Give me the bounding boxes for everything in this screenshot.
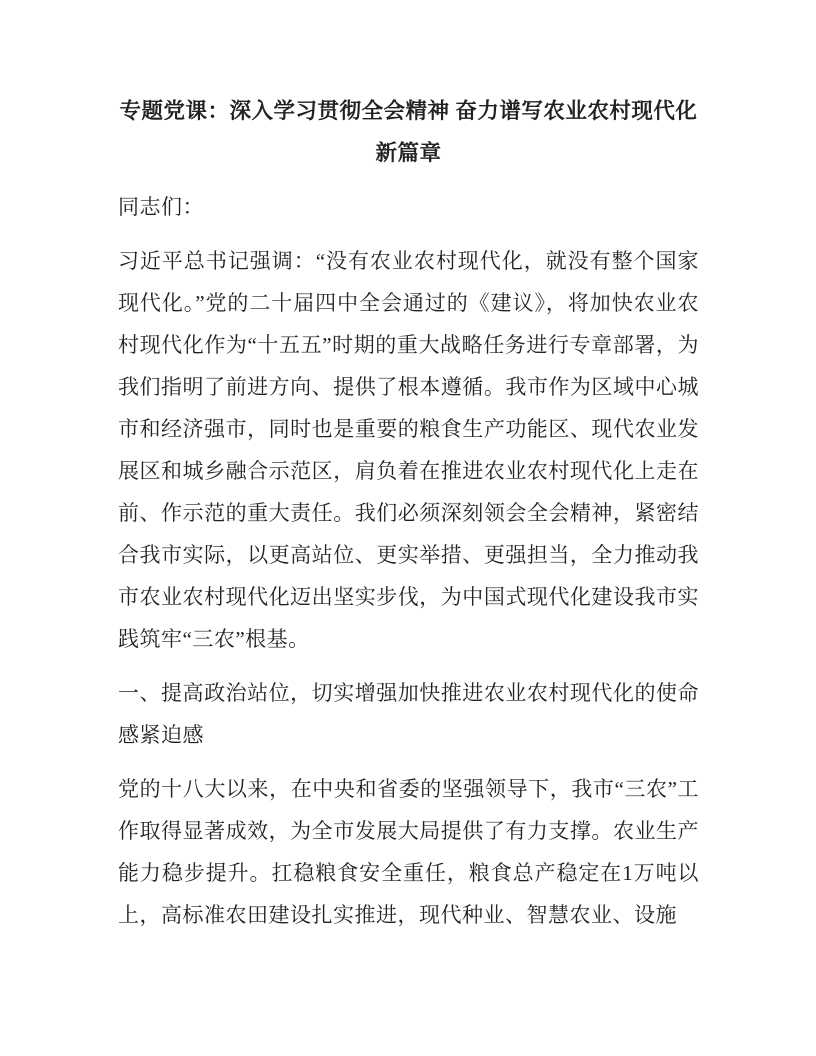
salutation: 同志们： [118, 195, 204, 219]
section-heading-1: 一、提高政治站位，切实增强加快推进农业农村现代化的使命感紧迫感 [118, 681, 699, 747]
document-title [118, 90, 699, 174]
paragraph-intro: 习近平总书记强调：“没有农业农村现代化，就没有整个国家现代化。”党的二十届四中全会通过的《建议》，将加快农业农村现代化作为“十五五”时期的重大战略任务进行专章部署，为我们指明了前进方向、提供了根本遵循。我市作为区域中心城市和经济强市，同时也是重要的粮食生产功能区、现代农业发展区和城乡融合示范区，肩负着在推进农业农村现代化上走在前、作示范的重大责任。我们必须深刻领会全会精神，紧密结合我市实际，以更高站位、更实举措、更强担当，全力推动我市农业农村现代化迈出坚实步伐，为中国式现代化建设我市实践筑牢“三农”根基。 [118, 249, 699, 651]
document-title-line-2: 新篇章 [375, 141, 442, 165]
document-title-line-1: 专题党课：深入学习贯彻全会精神 奋力谱写农业农村现代化 [119, 99, 698, 123]
paragraph-section-1-body: 党的十八大以来，在中央和省委的坚强领导下，我市“三农”工作取得显著成效，为全市发展大局提供了有力支撑。农业生产能力稳步提升。扛稳粮食安全重任，粮食总产稳定在1万吨以上，高标准农田建设扎实推进，现代种业、智慧农业、设施 [118, 777, 699, 927]
